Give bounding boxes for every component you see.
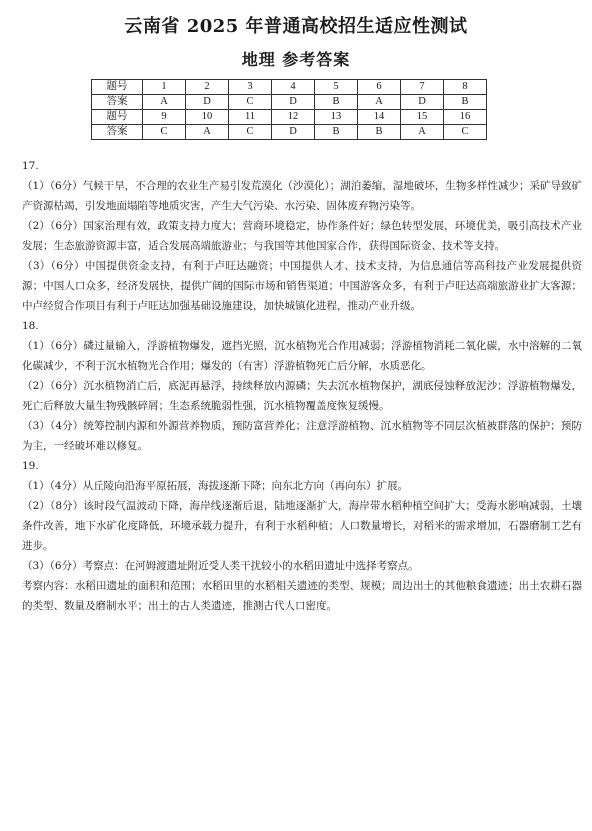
answer-table-cell: B bbox=[315, 95, 358, 110]
answer-table-row bbox=[92, 125, 487, 140]
answer-paragraph: （3）（6分）中国提供资金支持，有利于卢旺达融资；中国提供人才、技术支持，为信息通信等高科技产业发展提供资源；中国人口众多，经济发展快，提供广阔的国际市场和销售渠道；中国游客众多，有利于卢旺达高端旅游业扩大客源；中卢经贸合作项目有利于卢旺达加强基础设施建设，加快城镇化进程，推动产业升级。 bbox=[22, 260, 582, 312]
answer-paragraph: （3）（4分）统筹控制内源和外源营养物质，预防富营养化；注意浮游植物、沉水植物等不同层次植被群落的保护；预防为主，一经破坏难以修复。 bbox=[22, 420, 582, 452]
page-title: 云南省 2025 年普通高校招生适应性测试 bbox=[124, 16, 468, 37]
answer-table-cell: B bbox=[358, 125, 401, 140]
answer-table-cell: 6 bbox=[358, 80, 401, 95]
answer-table-cell: C bbox=[229, 95, 272, 110]
answer-table-cell: 7 bbox=[401, 80, 444, 95]
answer-table-header-cell: 题号 bbox=[92, 80, 143, 95]
answer-paragraph: （1）（6分）磷过量输入，浮游植物爆发，遮挡光照，沉水植物光合作用减弱；浮游植物消耗二氧化碳，水中溶解的二氧化碳减少，不利于沉水植物光合作用；爆发的（有害）浮游植物死亡后分解，水质恶化。 bbox=[22, 340, 582, 372]
answer-table-cell: 15 bbox=[401, 110, 444, 125]
answer-table-cell: A bbox=[358, 95, 401, 110]
answer-table-cell: C bbox=[444, 125, 487, 140]
answer-table-cell: C bbox=[143, 125, 186, 140]
answer-paragraph: （1）（6分）气候干旱，不合理的农业生产易引发荒漠化（沙漠化）；湖泊萎缩，湿地破坏，生物多样性减少；采矿导致矿产资源枯竭，引发地面塌陷等地质灾害，产生大气污染、水污染、固体废弃物污染等。 bbox=[22, 180, 582, 212]
answer-table-cell: 14 bbox=[358, 110, 401, 125]
answer-paragraph: （1）（4分）从丘陵向沿海平原拓展，海拔逐渐下降；向东北方向（再向东）扩展。 bbox=[22, 480, 409, 492]
answer-table-header-cell: 答案 bbox=[92, 95, 143, 110]
answer-table-cell: 5 bbox=[315, 80, 358, 95]
answer-table-cell: A bbox=[186, 125, 229, 140]
question-number: 18. bbox=[22, 320, 39, 332]
answer-table-cell: 2 bbox=[186, 80, 229, 95]
answer-table-cell: 3 bbox=[229, 80, 272, 95]
answer-table-row bbox=[92, 95, 487, 110]
answer-table-header-cell: 题号 bbox=[92, 110, 143, 125]
answer-table-cell: 9 bbox=[143, 110, 186, 125]
answer-table-cell: 1 bbox=[143, 80, 186, 95]
answer-paragraph: （3）（6分）考察点：在河姆渡遗址附近受人类干扰较小的水稻田遗址中选择考察点。 bbox=[22, 560, 419, 572]
answer-table-cell: B bbox=[315, 125, 358, 140]
answer-table-cell: D bbox=[272, 125, 315, 140]
answer-table-cell: D bbox=[272, 95, 315, 110]
answer-table bbox=[91, 79, 487, 140]
answer-table-cell: C bbox=[229, 125, 272, 140]
answer-table-row bbox=[92, 110, 487, 125]
answer-table-cell: B bbox=[444, 95, 487, 110]
answer-table-cell: 4 bbox=[272, 80, 315, 95]
answer-table-cell: A bbox=[143, 95, 186, 110]
answer-table-cell: 10 bbox=[186, 110, 229, 125]
questions-section bbox=[22, 156, 582, 616]
page-subtitle: 地理 参考答案 bbox=[241, 50, 351, 69]
answer-table-cell: 12 bbox=[272, 110, 315, 125]
question-block bbox=[22, 456, 582, 616]
answer-table-cell: 8 bbox=[444, 80, 487, 95]
question-block bbox=[22, 156, 582, 316]
answer-table-row bbox=[92, 80, 487, 95]
answer-table-cell: 16 bbox=[444, 110, 487, 125]
answer-table-cell: D bbox=[186, 95, 229, 110]
question-block bbox=[22, 316, 582, 456]
answer-paragraph: （2）（8分）该时段气温波动下降，海岸线逐渐后退，陆地逐渐扩大，海岸带水稻种植空间扩大；受海水影响减弱，土壤条件改善，地下水矿化度降低，环境承载力提升，有利于水稻种植；人口数量增长，对稻米的需求增加，石器磨制工艺有进步。 bbox=[22, 500, 582, 552]
answer-table-cell: 11 bbox=[229, 110, 272, 125]
question-number: 17. bbox=[22, 160, 39, 172]
answer-table-cell: A bbox=[401, 125, 444, 140]
question-number: 19. bbox=[22, 460, 39, 472]
answer-table-header-cell: 答案 bbox=[92, 125, 143, 140]
answer-paragraph: （2）（6分）国家治理有效，政策支持力度大；营商环境稳定，协作条件好；绿色转型发展，环境优美，吸引高技术产业发展；生态旅游资源丰富，适合发展高端旅游业；与我国等其他国家合作，获得国际资金、技术等支持。 bbox=[22, 220, 582, 252]
answer-paragraph: （2）（6分）沉水植物消亡后，底泥再悬浮，持续释放内源磷；失去沉水植物保护，湖底侵蚀释放泥沙；浮游植物爆发，死亡后释放大量生物残骸碎屑；生态系统脆弱性强，沉水植物覆盖度恢复缓慢。 bbox=[22, 380, 582, 412]
answer-table-cell: 13 bbox=[315, 110, 358, 125]
answer-table-cell: D bbox=[401, 95, 444, 110]
answer-paragraph: 考察内容：水稻田遗址的面积和范围；水稻田里的水稻相关遗迹的类型、规模；周边出土的其他粮食遗迹；出土农耕石器的类型、数量及磨制水平；出土的古人类遗迹，推测古代人口密度。 bbox=[22, 580, 582, 612]
